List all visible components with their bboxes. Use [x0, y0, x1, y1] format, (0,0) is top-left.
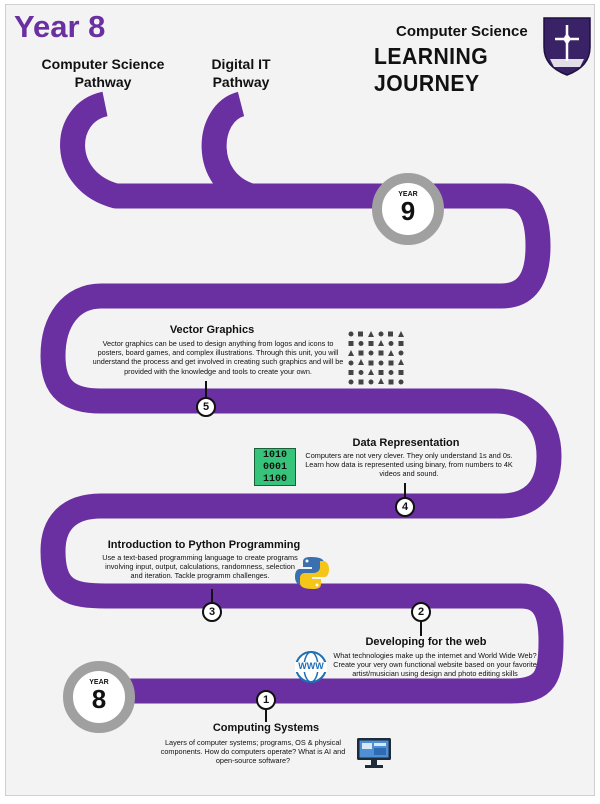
unit-description: Use a text-based programming language to create programs involving input, output, calculations, randomness, selection and iteration. Tackle programm challenges.	[102, 553, 298, 581]
unit-title: Computing Systems	[212, 722, 320, 734]
binary-line: 1010	[262, 450, 287, 461]
marker-stem	[265, 710, 267, 722]
unit-title: Introduction to Python Programming	[107, 539, 301, 551]
unit-title: Vector Graphics	[169, 324, 255, 336]
pathway-line: Digital IT	[211, 56, 271, 72]
binary-line: 0001	[262, 462, 287, 473]
year-title: Year 8	[14, 9, 106, 44]
vector-icon-grid	[346, 329, 406, 391]
unit-5-marker: 5	[196, 397, 216, 417]
www-text: WWW	[298, 661, 324, 671]
pathway-line: Computer Science	[41, 56, 165, 72]
marker-stem	[211, 589, 213, 603]
marker-stem	[404, 483, 406, 497]
unit-description: Vector graphics can be used to design anything from logos and icons to posters, board games, and complex illustrations. Through this unit, you will understand the process and get involved in creating such graphics and will be provided with the knowledge and tools to create your own.	[92, 339, 344, 376]
unit-description: Layers of computer systems; programs, OS & physical components. How do computers operate? What is AI and open-source software?	[160, 738, 346, 766]
year-label: YEAR	[398, 191, 418, 198]
learning-journey-title: LEARNING JOURNEY	[374, 43, 489, 96]
unit-title: Developing for the web	[365, 636, 487, 648]
binary-line: 1100	[262, 474, 287, 485]
unit-description: Computers are not very clever. They only understand 1s and 0s. Learn how data is represented using binary, from numbers to 4K videos and sound.	[305, 451, 513, 479]
learning-journey-page	[5, 4, 595, 796]
unit-title: Data Representation	[352, 437, 460, 449]
marker-stem	[205, 381, 207, 397]
pathway-line: Pathway	[74, 74, 132, 90]
year-9-badge	[372, 173, 444, 245]
computer-monitor-icon	[356, 737, 392, 769]
school-crest-icon	[540, 15, 594, 77]
unit-3-marker: 3	[202, 602, 222, 622]
unit-4-marker: 4	[395, 497, 415, 517]
unit-2-marker: 2	[411, 602, 431, 622]
binary-icon	[254, 448, 296, 486]
marker-stem	[420, 622, 422, 636]
python-logo-icon	[294, 555, 330, 591]
year-label: YEAR	[89, 679, 109, 686]
pathway-line: Pathway	[212, 74, 270, 90]
unit-1-marker: 1	[256, 690, 276, 710]
unit-description: What technologies make up the internet and World Wide Web? Create your very own functional website based on your favorite artist/musician using design and photo editing skills	[333, 651, 537, 679]
subject-title: Computer Science	[396, 23, 528, 40]
year-8-badge	[63, 661, 135, 733]
www-globe-icon	[294, 650, 328, 684]
year-number: 9	[400, 196, 416, 226]
digital-it-pathway	[186, 55, 296, 91]
computer-science-pathway	[28, 55, 178, 91]
year-number: 8	[91, 684, 107, 714]
